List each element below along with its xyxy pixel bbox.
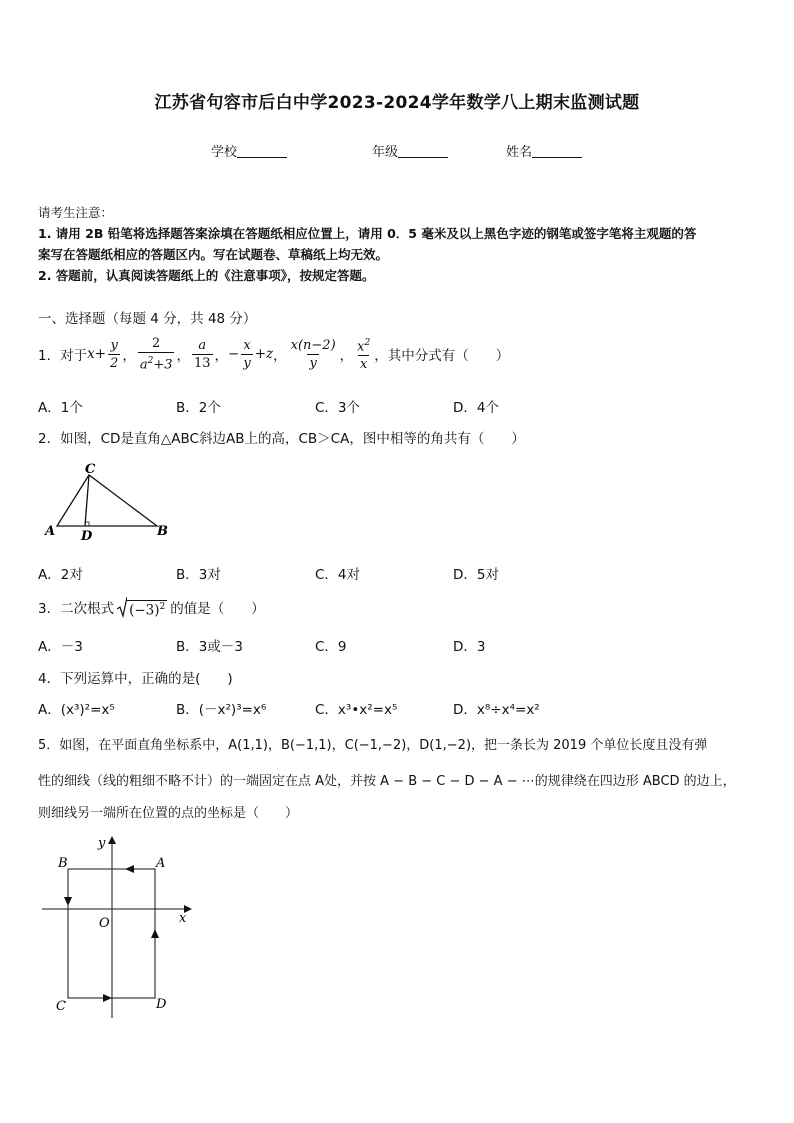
q1-option-b[interactable]: B．2个	[176, 400, 221, 416]
question-5-line3: 则细线另一端所在位置的点的坐标是（ ）	[38, 806, 299, 821]
label-a: A	[156, 856, 166, 871]
q1-suffix: ，其中分式有（ ）	[374, 348, 510, 365]
q2-option-b[interactable]: B．3对	[176, 567, 221, 583]
label-b: B	[58, 856, 68, 871]
label-c: C	[56, 999, 66, 1014]
label-c: C	[85, 462, 96, 477]
question-5-line1: 5．如图，在平面直角坐标系中，A(1,1)，B(−1,1)，C(−1,−2)，D(1,−2)，把一条长为 2019 个单位长度且没有弹	[38, 738, 708, 753]
q3-radical	[117, 596, 167, 618]
notice-line2: 2. 答题前，认真阅读答题纸上的《注意事项》，按规定答题。	[38, 268, 375, 283]
notice-line1b: 案写在答题纸相应的答题区内。写在试题卷、草稿纸上均无效。	[38, 247, 389, 262]
q4-option-a[interactable]: A．(x³)²=x⁵	[38, 702, 115, 718]
q3-option-d[interactable]: D．3	[453, 639, 486, 655]
arrow-d-to-a-icon	[151, 929, 159, 938]
q1-option-a[interactable]: A．1个	[38, 400, 83, 416]
q3-suffix: 的值是（ ）	[170, 601, 265, 617]
arrow-c-to-d-icon	[103, 994, 112, 1002]
label-a: A	[45, 524, 56, 539]
q1-frac-5: $\frac{x(n-2)}{y}$	[290, 337, 336, 371]
grade-blank[interactable]	[398, 145, 448, 158]
q4-option-b[interactable]: B．(－x²)³=x⁶	[176, 702, 267, 718]
q1-frac-6: $\frac{x^2}{x}$	[357, 338, 371, 373]
name-field	[506, 141, 582, 160]
q1-frac-2: $\frac{2}{a^2+3}$	[139, 336, 173, 373]
school-blank[interactable]	[237, 145, 287, 158]
altitude-cd	[85, 475, 89, 526]
question-1: 1．对于 x+ $\frac{y}{2}$ ， $\frac{2}{a^2+3}$ ， $\frac{a}{13}$ ， − $\frac{x}{y}$ +z ， $\frac{x(n-2)}{y}$ ， $\frac{x^2}{x}$ ，其中分式有（ ）	[38, 336, 510, 373]
q1-expr-1: x+	[87, 346, 107, 363]
grade-label: 年级	[372, 145, 399, 160]
q4-option-c[interactable]: C．x³•x²=x⁵	[315, 702, 398, 718]
label-y: y	[98, 836, 106, 851]
label-x: x	[179, 911, 187, 926]
q1-option-d[interactable]: D．4个	[453, 400, 499, 416]
q2-option-c[interactable]: C．4对	[315, 567, 361, 583]
q3-radicand: (−3)	[129, 602, 160, 618]
q2-option-a[interactable]: A．2对	[38, 567, 83, 583]
school-label: 学校	[211, 145, 238, 160]
q1-frac-3: $\frac{a}{13}$	[193, 337, 211, 371]
notice-heading: 请考生注意：	[38, 205, 114, 220]
question-3	[38, 596, 265, 618]
q3-exponent: 2	[159, 601, 166, 612]
arrow-a-to-b-icon	[125, 865, 134, 873]
q1-prefix: 1．对于	[38, 348, 88, 365]
question-5-line2: 性的细线（线的粗细不略不计）的一端固定在点 A处，并按 A − B − C − D − A − ⋯的规律绕在四边形 ABCD 的边上，	[38, 774, 736, 789]
q3-prefix: 3．二次根式	[38, 601, 115, 617]
triangle-abc	[57, 475, 157, 526]
q2-triangle-figure	[40, 458, 170, 543]
q1-option-c[interactable]: C．3个	[315, 400, 361, 416]
question-4: 4．下列运算中，正确的是( )	[38, 671, 233, 687]
page-title: 江苏省句容市后白中学2023-2024学年数学八上期末监测试题	[154, 93, 640, 113]
notice-line1a: 1. 请用 2B 铅笔将选择题答案涂填在答题纸相应位置上，请用 0．5 毫米及以上黑色字迹的钢笔或签字笔将主观题的答	[38, 226, 697, 241]
name-blank[interactable]	[532, 145, 582, 158]
radical-sign-icon	[117, 596, 127, 618]
q3-option-c[interactable]: C．9	[315, 639, 347, 655]
q3-option-b[interactable]: B．3或－3	[176, 639, 243, 655]
label-d: D	[156, 997, 167, 1012]
q3-option-a[interactable]: A．－3	[38, 639, 83, 655]
label-d: D	[81, 529, 93, 543]
arrow-b-to-c-icon	[64, 897, 72, 906]
label-b: B	[157, 524, 168, 539]
label-o: O	[99, 916, 110, 931]
name-label: 姓名	[506, 145, 533, 160]
school-field	[211, 141, 287, 160]
grade-field	[372, 141, 448, 160]
q5-coordinate-figure	[36, 830, 206, 1025]
q2-option-d[interactable]: D．5对	[453, 567, 499, 583]
q1-frac-1: $\frac{y}{2}$	[110, 337, 119, 371]
q1-expr-4: −	[228, 346, 240, 363]
section-heading: 一、选择题（每题 4 分，共 48 分）	[38, 311, 257, 327]
q1-frac-4: $\frac{x}{y}$	[243, 337, 251, 371]
question-2: 2．如图，CD是直角△ABC斜边AB上的高，CB＞CA，图中相等的角共有（ ）	[38, 431, 525, 447]
q4-option-d[interactable]: D．x⁸÷x⁴=x²	[453, 702, 540, 718]
